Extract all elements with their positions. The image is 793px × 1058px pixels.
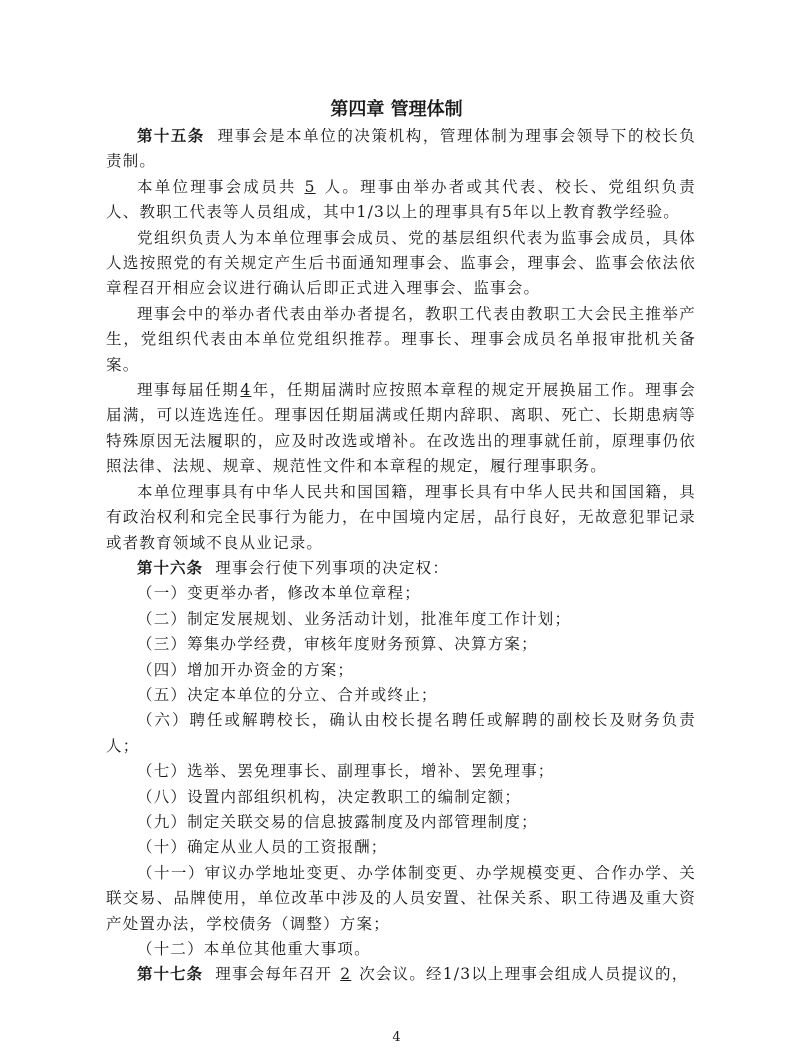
document-body (106, 124, 696, 988)
list-item: （四）增加开办资金的方案； (137, 660, 355, 679)
list-item: （二）制定发展规划、业务活动计划，批准年度工作计划； (137, 609, 572, 628)
paragraph-nationality: 本单位理事具有中华人民共和国国籍，理事长具有中华人民共和国国籍，具有政治权利和完全民事行为能力，在中国境内定居，品行良好，无故意犯罪记录或者教育领域不良从业记录。 (106, 482, 696, 552)
paragraph-term (106, 378, 696, 480)
paragraph-nominate: 理事会中的举办者代表由举办者提名，教职工代表由教职工大会民主推举产生，党组织代表由本单位党组织推荐。理事长、理事会成员名单报审批机关备案。 (106, 304, 696, 374)
list-item: （五）决定本单位的分立、合并或终止； (137, 685, 438, 704)
article-label: 第十六条 (137, 558, 204, 577)
article-16 (106, 556, 696, 581)
term-years: 4 (240, 381, 252, 400)
list-item: （九）制定关联交易的信息披露制度及内部管理制度； (137, 812, 538, 831)
article-text: 理事会行使下列事项的决定权： (215, 558, 450, 577)
list-item: （十二）本单位其他重大事项。 (137, 940, 371, 958)
list-item: （十）确定从业人员的工资报酬； (137, 838, 388, 857)
text-run: 人。理事由举办者或其代表、校长、党组织负责人、教职工代表等人员组成，其中1/3以上的理事具有5年以上教育教学经验。 (106, 177, 696, 222)
list-item: （七）选举、罢免理事长、副理事长，增补、罢免理事； (137, 762, 555, 781)
list-item: （六）聘任或解聘校长，确认由校长提名聘任或解聘的副校长及财务负责人； (106, 711, 696, 755)
list-item: （十一）审议办学地址变更、办学体制变更、办学规模变更、合作办学、关联交易、品牌使用，单位改革中涉及的人员安置、社保关系、职工待遇及重大资产处置办法，学校债务（调整）方案； (106, 863, 696, 933)
text-run: 年，任期届满时应按照本章程的规定开展换届工作。理事会届满，可以连选连任。理事因任期届满或任期内辞职、离职、死亡、长期患病等特殊原因无法履职的，应及时改选或增补。在改选出的理事就任前，原理事仍依照法律、法规、规章、规范性文件和本章程的规定，履行理事职务。 (106, 381, 697, 476)
member-count: 5 (304, 177, 316, 196)
article-label: 第十七条 (137, 965, 204, 984)
article-15 (106, 124, 696, 175)
article-text: 理事会是本单位的决策机构，管理体制为理事会领导下的校长负责制。 (106, 127, 696, 171)
text-run: 理事每届任期 (137, 381, 240, 400)
article-17 (106, 962, 696, 987)
text-run: 次会议。经1/3以上理事会组成人员提议的， (359, 965, 689, 984)
list-item: （八）设置内部组织机构，决定教职工的编制定额； (137, 787, 522, 806)
text-run: 理事会每年召开 (215, 965, 333, 984)
list-item: （三）筹集办学经费，审核年度财务预算、决算方案； (137, 635, 538, 654)
page-number: 4 (392, 1030, 401, 1045)
article-label: 第十五条 (137, 127, 205, 145)
text-run: 本单位理事会成员共 (137, 177, 297, 196)
paragraph-members (106, 175, 696, 226)
meeting-count: 2 (340, 965, 352, 984)
paragraph-party: 党组织负责人为本单位理事会成员、党的基层组织代表为监事会成员，具体人选按照党的有关规定产生后书面通知理事会、监事会，理事会、监事会依法依章程召开相应会议进行确认后即正式进入理事会、监事会。 (106, 228, 696, 298)
chapter-title: 第四章 管理体制 (330, 99, 463, 120)
list-item: （一）变更举办者，修改本单位章程； (137, 584, 421, 603)
